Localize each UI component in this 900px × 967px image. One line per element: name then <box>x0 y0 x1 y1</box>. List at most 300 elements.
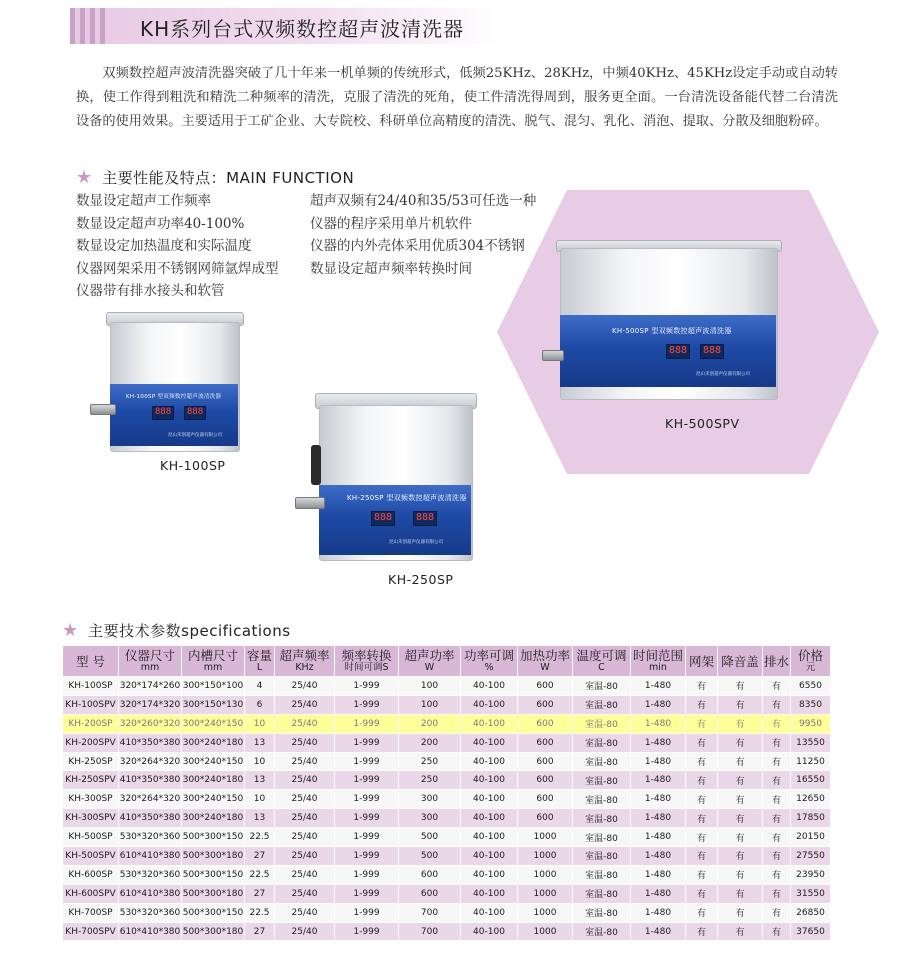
title-bar <box>70 8 500 44</box>
spec-header-cell <box>182 646 245 677</box>
panel-label: KH-500SP 型双频数控超声波清洗器 <box>612 327 732 335</box>
table-cell: 有 <box>686 865 718 884</box>
spec-header-cell <box>275 646 335 677</box>
table-cell: 500 <box>399 828 461 847</box>
table-cell: 1-999 <box>335 828 399 847</box>
table-cell: 有 <box>763 903 791 922</box>
table-cell: KH-250SP <box>63 752 119 771</box>
table-cell: KH-500SP <box>63 828 119 847</box>
table-cell: 20150 <box>791 828 831 847</box>
maker-label: 昆山禾创超声仪器有限公司 <box>168 433 222 438</box>
table-row <box>63 695 831 714</box>
star-icon: ★ <box>62 620 79 641</box>
feature-item: 仪器网架采用不锈钢网筛氩焊成型 <box>76 260 279 277</box>
table-cell: 530*320*360 <box>119 828 182 847</box>
product-kh-100sp <box>90 312 250 452</box>
spec-header-unit: C <box>598 661 605 673</box>
table-cell: 27550 <box>791 847 831 866</box>
table-cell: 室温-80 <box>573 677 631 696</box>
table-cell: 300*240*150 <box>182 714 245 733</box>
table-cell: 27 <box>245 922 275 941</box>
table-cell: 600 <box>518 695 573 714</box>
table-cell: 600 <box>518 714 573 733</box>
table-cell: 610*410*380 <box>119 847 182 866</box>
table-cell: 12650 <box>791 790 831 809</box>
table-cell: 6550 <box>791 677 831 696</box>
table-cell: 25/40 <box>275 695 335 714</box>
table-cell: 4 <box>245 677 275 696</box>
table-cell: 300*240*150 <box>182 752 245 771</box>
spec-header-cell <box>791 646 831 677</box>
table-cell: 1-480 <box>631 677 686 696</box>
spec-header-unit: min <box>649 661 667 673</box>
feature-item: 仪器带有排水接头和软管 <box>76 283 225 299</box>
spec-header-cell <box>461 646 518 677</box>
spec-header-cell <box>763 646 791 677</box>
table-cell: 有 <box>763 771 791 790</box>
table-cell: 1-999 <box>335 695 399 714</box>
table-cell: 室温-80 <box>573 790 631 809</box>
side-handle <box>311 445 321 485</box>
spec-header-unit: % <box>484 661 494 673</box>
table-cell: 40-100 <box>461 771 518 790</box>
table-cell: 有 <box>718 922 763 941</box>
table-cell: 410*350*380 <box>119 809 182 828</box>
table-cell: 25/40 <box>275 714 335 733</box>
table-cell: 1-480 <box>631 884 686 903</box>
table-cell: 1-999 <box>335 884 399 903</box>
table-cell: 410*350*380 <box>119 771 182 790</box>
digital-display: 888 <box>371 511 395 526</box>
table-cell: 320*264*320 <box>119 790 182 809</box>
table-cell: 1-999 <box>335 922 399 941</box>
table-cell: 室温-80 <box>573 884 631 903</box>
table-cell: 有 <box>686 733 718 752</box>
table-cell: KH-500SPV <box>63 847 119 866</box>
table-cell: 600 <box>518 752 573 771</box>
table-cell: 11250 <box>791 752 831 771</box>
table-cell: KH-600SPV <box>63 884 119 903</box>
table-cell: 40-100 <box>461 677 518 696</box>
table-cell: 1-480 <box>631 790 686 809</box>
table-cell: 600 <box>518 809 573 828</box>
table-cell: 300 <box>399 809 461 828</box>
table-cell: 600 <box>399 884 461 903</box>
table-cell: 40-100 <box>461 695 518 714</box>
table-cell: 有 <box>686 809 718 828</box>
table-cell: 有 <box>686 771 718 790</box>
table-cell: 300*150*130 <box>182 695 245 714</box>
table-cell: 室温-80 <box>573 809 631 828</box>
product-label-kh-100sp: KH-100SP <box>160 458 226 473</box>
table-cell: 22.5 <box>245 865 275 884</box>
table-cell: 410*350*380 <box>119 733 182 752</box>
table-cell: 600 <box>399 865 461 884</box>
table-cell: 600 <box>518 733 573 752</box>
spec-header-name: 超声频率 <box>279 647 330 663</box>
table-cell: 600 <box>518 771 573 790</box>
table-cell: 1-999 <box>335 752 399 771</box>
table-cell: 1-999 <box>335 771 399 790</box>
digital-display: 888 <box>152 406 174 420</box>
feature-item: 仪器的程序采用单片机软件 <box>310 215 472 232</box>
features-list-left <box>76 190 279 303</box>
table-cell: 320*264*320 <box>119 752 182 771</box>
table-cell: 1-480 <box>631 733 686 752</box>
table-cell: 1-999 <box>335 790 399 809</box>
table-cell: 1-999 <box>335 903 399 922</box>
product-label-kh-250sp: KH-250SP <box>388 572 454 587</box>
spec-header-name: 降音盖 <box>721 653 759 669</box>
table-cell: KH-100SP <box>63 677 119 696</box>
spec-header-name: 超声功率 <box>404 647 455 663</box>
table-cell: 500 <box>399 847 461 866</box>
table-cell: KH-700SPV <box>63 922 119 941</box>
table-cell: 有 <box>718 790 763 809</box>
digital-display: 888 <box>184 406 206 420</box>
table-cell: 有 <box>686 695 718 714</box>
table-cell: 10 <box>245 752 275 771</box>
digital-display: 888 <box>700 344 724 359</box>
table-cell: 25/40 <box>275 828 335 847</box>
table-cell: 有 <box>763 677 791 696</box>
table-row <box>63 752 831 771</box>
table-cell: 300 <box>399 790 461 809</box>
table-cell: 有 <box>718 677 763 696</box>
feature-item: 数显设定加热温度和实际温度 <box>76 238 252 254</box>
table-cell: 1000 <box>518 847 573 866</box>
spec-header-name: 频率转换 <box>341 647 392 663</box>
table-cell: 600 <box>518 677 573 696</box>
table-row <box>63 847 831 866</box>
table-cell: 17850 <box>791 809 831 828</box>
table-cell: 有 <box>686 714 718 733</box>
table-cell: 13 <box>245 809 275 828</box>
spec-header-unit: 元 <box>805 661 816 673</box>
spec-header-cell <box>119 646 182 677</box>
spec-header-unit: L <box>256 661 263 673</box>
table-cell: 23950 <box>791 865 831 884</box>
table-cell: 300*240*180 <box>182 809 245 828</box>
table-cell: 600 <box>518 790 573 809</box>
table-cell: 40-100 <box>461 922 518 941</box>
table-cell: 10 <box>245 714 275 733</box>
table-cell: 有 <box>686 790 718 809</box>
table-cell: 500*300*180 <box>182 847 245 866</box>
table-row <box>63 922 831 941</box>
spec-header-name: 时间范围 <box>632 647 683 663</box>
table-cell: 700 <box>399 903 461 922</box>
feature-item: 数显设定超声频率转换时间 <box>310 260 472 277</box>
table-row <box>63 865 831 884</box>
table-cell: 1-480 <box>631 922 686 941</box>
table-row <box>63 733 831 752</box>
table-cell: 1-999 <box>335 677 399 696</box>
table-cell: 室温-80 <box>573 695 631 714</box>
spec-header-name: 功率可调 <box>463 647 514 663</box>
table-cell: KH-300SP <box>63 790 119 809</box>
features-heading <box>76 167 354 188</box>
table-cell: 有 <box>763 714 791 733</box>
table-cell: 有 <box>686 847 718 866</box>
table-cell: 室温-80 <box>573 903 631 922</box>
table-cell: 13 <box>245 733 275 752</box>
table-cell: 1-999 <box>335 847 399 866</box>
digital-display: 888 <box>666 344 690 359</box>
table-cell: 有 <box>718 752 763 771</box>
table-cell: 1-480 <box>631 809 686 828</box>
table-cell: 530*320*360 <box>119 903 182 922</box>
spec-header-cell <box>686 646 718 677</box>
table-cell: 有 <box>763 752 791 771</box>
table-cell: 室温-80 <box>573 733 631 752</box>
table-cell: 40-100 <box>461 714 518 733</box>
table-cell: 530*320*360 <box>119 865 182 884</box>
table-cell: 320*174*320 <box>119 695 182 714</box>
table-cell: 有 <box>763 809 791 828</box>
table-cell: 室温-80 <box>573 847 631 866</box>
table-cell: 40-100 <box>461 847 518 866</box>
table-cell: 有 <box>718 695 763 714</box>
table-cell: 有 <box>763 865 791 884</box>
table-cell: 1-480 <box>631 714 686 733</box>
spec-header-cell <box>399 646 461 677</box>
table-cell: 250 <box>399 771 461 790</box>
maker-label: 昆山禾创超声仪器有限公司 <box>696 372 750 377</box>
table-cell: 22.5 <box>245 828 275 847</box>
product-kh-500spv <box>540 240 790 400</box>
table-cell: 1-480 <box>631 903 686 922</box>
maker-label: 昆山禾创超声仪器有限公司 <box>389 540 443 545</box>
table-cell: 40-100 <box>461 752 518 771</box>
features-heading-text: 主要性能及特点：MAIN FUNCTION <box>102 169 355 187</box>
spec-header-cell <box>631 646 686 677</box>
table-cell: 25/40 <box>275 847 335 866</box>
table-cell: 1000 <box>518 922 573 941</box>
table-cell: KH-300SPV <box>63 809 119 828</box>
product-kh-250sp <box>295 393 495 563</box>
spec-header-cell <box>335 646 399 677</box>
table-cell: 31550 <box>791 884 831 903</box>
spec-header-cell <box>518 646 573 677</box>
table-cell: KH-100SPV <box>63 695 119 714</box>
table-cell: 6 <box>245 695 275 714</box>
spec-header-unit: 时间可调S <box>344 661 389 673</box>
spec-header-name: 仪器尺寸 <box>124 647 175 663</box>
table-cell: 室温-80 <box>573 714 631 733</box>
table-cell: KH-600SP <box>63 865 119 884</box>
table-cell: 25/40 <box>275 677 335 696</box>
spec-header-name: 温度可调 <box>576 647 627 663</box>
star-icon: ★ <box>76 167 93 188</box>
table-cell: 500*300*150 <box>182 865 245 884</box>
table-row <box>63 714 831 733</box>
intro-paragraph: 双频数控超声波清洗器突破了几十年来一机单频的传统形式，低频25KHz、28KHz，中频40KHz、45KHz设定手动或自动转换，使工作得到粗洗和精洗二种频率的清洗，克服了清洗的死角，使工件清洗得周到，服务更全面。一台清洗设备能代替二台清洗设备的使用效果。主要适用于工矿企业、大专院校、科研单位高精度的清洗、脱气、混匀、乳化、消泡、提取、分散及细胞粉碎。 <box>76 66 838 129</box>
table-cell: 有 <box>763 847 791 866</box>
table-cell: 有 <box>763 733 791 752</box>
table-cell: KH-250SPV <box>63 771 119 790</box>
table-cell: 100 <box>399 695 461 714</box>
table-cell: 25/40 <box>275 884 335 903</box>
table-cell: 40-100 <box>461 903 518 922</box>
table-cell: 300*240*150 <box>182 790 245 809</box>
table-cell: 有 <box>686 677 718 696</box>
table-cell: 有 <box>686 922 718 941</box>
table-cell: 610*410*380 <box>119 884 182 903</box>
table-cell: 室温-80 <box>573 865 631 884</box>
table-cell: 有 <box>763 828 791 847</box>
table-cell: 200 <box>399 714 461 733</box>
table-cell: 40-100 <box>461 809 518 828</box>
table-cell: 1-480 <box>631 771 686 790</box>
table-cell: 25/40 <box>275 922 335 941</box>
digital-display: 888 <box>413 511 437 526</box>
table-cell: 40-100 <box>461 733 518 752</box>
product-label-kh-500spv: KH-500SPV <box>665 416 740 431</box>
spec-header-name: 加热功率 <box>519 647 570 663</box>
specs-heading <box>62 620 291 641</box>
table-cell: 有 <box>718 771 763 790</box>
table-cell: 27 <box>245 884 275 903</box>
table-cell: 25/40 <box>275 809 335 828</box>
table-cell: 有 <box>686 752 718 771</box>
spec-header-cell <box>63 646 119 677</box>
table-cell: 有 <box>718 884 763 903</box>
table-cell: 300*150*100 <box>182 677 245 696</box>
table-cell: 有 <box>686 828 718 847</box>
panel-label: KH-250SP 型双频数控超声波清洗器 <box>347 494 467 502</box>
panel-label: KH-100SP 型双频数控超声波清洗器 <box>126 394 222 400</box>
table-cell: 1-480 <box>631 752 686 771</box>
spec-header-cell <box>245 646 275 677</box>
spec-header-row <box>63 646 831 677</box>
table-cell: 27 <box>245 847 275 866</box>
table-cell: KH-200SP <box>63 714 119 733</box>
page-title: KH系列台式双频数控超声波清洗器 <box>140 17 465 41</box>
spec-header-unit: KHz <box>295 661 314 673</box>
table-row <box>63 809 831 828</box>
table-row <box>63 677 831 696</box>
table-cell: 1-480 <box>631 847 686 866</box>
spec-header-name: 内槽尺寸 <box>187 647 238 663</box>
table-cell: 16550 <box>791 771 831 790</box>
table-cell: 有 <box>718 733 763 752</box>
table-cell: 13550 <box>791 733 831 752</box>
table-cell: 26850 <box>791 903 831 922</box>
table-cell: 有 <box>718 903 763 922</box>
table-cell: 有 <box>763 884 791 903</box>
table-cell: 有 <box>763 790 791 809</box>
spec-header-name: 容量 <box>246 647 272 663</box>
feature-item: 超声双频有24/40和35/53可任选一种 <box>310 193 537 209</box>
table-cell: 37650 <box>791 922 831 941</box>
table-cell: 1000 <box>518 865 573 884</box>
table-cell: 有 <box>718 809 763 828</box>
table-row <box>63 771 831 790</box>
table-cell: 有 <box>718 847 763 866</box>
table-row <box>63 790 831 809</box>
spec-header-name: 型 号 <box>76 653 105 669</box>
table-cell: 室温-80 <box>573 752 631 771</box>
drain-valve <box>542 350 564 361</box>
table-cell: 250 <box>399 752 461 771</box>
spec-body <box>63 677 831 941</box>
feature-item: 数显设定超声工作频率 <box>76 193 211 209</box>
table-cell: 1-480 <box>631 828 686 847</box>
table-cell: 有 <box>763 695 791 714</box>
table-cell: 9950 <box>791 714 831 733</box>
spec-header-name: 排水 <box>763 653 789 669</box>
spec-header-unit: W <box>424 661 435 673</box>
table-cell: 500*300*180 <box>182 922 245 941</box>
spec-table <box>62 645 831 941</box>
table-cell: 1000 <box>518 884 573 903</box>
table-cell: 1000 <box>518 828 573 847</box>
table-row <box>63 828 831 847</box>
table-cell: 10 <box>245 790 275 809</box>
table-row <box>63 903 831 922</box>
table-cell: 25/40 <box>275 865 335 884</box>
table-cell: 22.5 <box>245 903 275 922</box>
table-cell: 25/40 <box>275 790 335 809</box>
spec-header-unit: mm <box>140 661 160 673</box>
table-cell: 40-100 <box>461 828 518 847</box>
table-cell: 有 <box>686 884 718 903</box>
table-cell: 室温-80 <box>573 771 631 790</box>
spec-header-cell <box>573 646 631 677</box>
spec-header-name: 网架 <box>688 653 714 669</box>
table-cell: 室温-80 <box>573 828 631 847</box>
spec-header-name: 价格 <box>797 647 823 663</box>
feature-item: 数显设定超声功率40-100% <box>76 215 245 232</box>
table-cell: 25/40 <box>275 752 335 771</box>
table-cell: 25/40 <box>275 733 335 752</box>
table-cell: 有 <box>763 922 791 941</box>
table-cell: 1-999 <box>335 809 399 828</box>
table-cell: 1-999 <box>335 714 399 733</box>
table-cell: 100 <box>399 677 461 696</box>
table-cell: 300*240*180 <box>182 771 245 790</box>
table-cell: 室温-80 <box>573 922 631 941</box>
table-cell: 有 <box>718 828 763 847</box>
table-cell: 25/40 <box>275 771 335 790</box>
table-cell: 1-999 <box>335 865 399 884</box>
table-cell: 320*260*320 <box>119 714 182 733</box>
table-cell: 500*300*150 <box>182 828 245 847</box>
spec-header-unit: mm <box>203 661 223 673</box>
table-cell: 500*300*180 <box>182 884 245 903</box>
table-cell: 300*240*180 <box>182 733 245 752</box>
table-cell: 25/40 <box>275 903 335 922</box>
table-cell: 有 <box>718 714 763 733</box>
table-cell: 1-480 <box>631 865 686 884</box>
table-cell: 610*410*380 <box>119 922 182 941</box>
title-stripes-decoration <box>70 8 105 44</box>
table-cell: 500*300*150 <box>182 903 245 922</box>
table-row <box>63 884 831 903</box>
table-cell: 40-100 <box>461 865 518 884</box>
feature-item: 仪器的内外壳体采用优质304不锈钢 <box>310 238 525 254</box>
table-cell: 有 <box>686 903 718 922</box>
drain-valve <box>295 497 325 509</box>
specs-heading-text: 主要技术参数specifications <box>88 622 291 640</box>
table-cell: 有 <box>718 865 763 884</box>
drain-valve <box>90 404 116 415</box>
table-cell: 40-100 <box>461 884 518 903</box>
table-cell: 1-999 <box>335 733 399 752</box>
spec-header-cell <box>718 646 763 677</box>
table-cell: 13 <box>245 771 275 790</box>
